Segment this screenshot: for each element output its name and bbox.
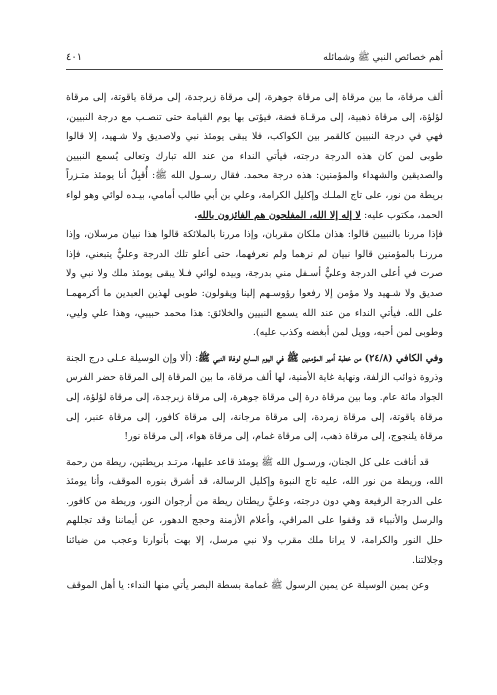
paragraph-p1-segment-2: .	[194, 209, 198, 221]
paragraph-p4-segment-0: قد أنافت على كل الجنان، ورسـول الله ﷺ يومئذ قاعد عليها، مرتـد بريطتين، ريطة من رحمة الله، وريطة من نور الله، عليه تاج النبوة وإكليل الرسالة، قد أشرق بنوره الموقف، وأنا يومئذ على الدرجة الرفيعة وهي دون درجته، وعليَّ ريطتان ريطة من أرجوان النور، وريطة من كافور. والرسل والأنبياء قد وقفوا على المراقي، وأعلام الأزمنة وحجج الدهور، عن أيماننا وقد تجللهم حلل النور والكرامة، لا يرانا ملك مقرب ولا نبي مرسل، إلا بهت بأنوارنا وعجب من ضيائنا وجلالتنا.	[66, 456, 443, 566]
page-body-text	[66, 88, 443, 596]
paragraph-p3-segment-0: وفي الكافي (٢٤/٨) من خطبة أمير المؤمنين ﷺ في اليوم السابع لوفاة النبي ﷺ	[198, 352, 443, 364]
paragraph-p2-segment-0: فإذا مررنا بالنبيين قالوا: هذان ملكان مقربان، وإذا مررنا بالملائكة قالوا هذا نبيان مرسلان، وإذا مررنـا بالمؤمنين قالوا نبيان لم نرهما ولم نعرفهما، حتى أعلو تلك الدرجة وعليٌّ يتبعني، فإذا صرت في أعلى الدرجة وعليٌّ أسـفل مني بدرجة، وبيده لوائي فـلا يبقى يومئذ ملك ولا نبي ولا صديق ولا شـهيد ولا مؤمن إلا رفعوا رؤوسـهم إلينا ويقولون: طوبى لهذين العبدين ما أكرمهمـا على الله. فيأتي النداء من عند الله يسمع النبيين والخلائق: هذا محمد حبيبي، وهذا علي وليي، وطوبى لمن أحبه، وويل لمن أبغضه وكذب عليه).	[66, 229, 443, 339]
paragraph-p5	[66, 576, 443, 596]
paragraph-p5-segment-0: وعن يمين الوسيلة عن يمين الرسول ﷺ غمامة بسطة البصر يأتي منها النداء: يا أهل الموقف	[66, 580, 429, 592]
paragraph-p1-segment-1: لا إله إلا الله، المفلحون هم الفائزون بالله	[197, 209, 361, 221]
running-title: أهم خصائص النبي ﷺ وشمائله	[323, 52, 443, 63]
paragraph-p1	[66, 88, 443, 225]
paragraph-p1-segment-0: ألف مرقاة، ما بين مرقاة إلى مرقاة جوهرة، إلى مرقاة زبرجدة، إلى مرقاة ياقوتة، إلى مرقاة لؤلؤة، إلى مرقاة ذهبية، إلى مرقـاة فضة، فيؤتى بها يوم القيامة حتى تنصـب مع درجة النبيين، فهي في درجة النبيين كالقمر بين الكواكب، فلا يبقى يومئذ نبي ولاصديق ولا شـهيد، إلا قالوا طوبى لمن كان هذه الدرجة درجته، فيأتي النداء من عند الله تبارك وتعالى يُسمع النبيين والصديقين والشهداء والمؤمنين: هذه درجة محمد. فقال رسـول الله ﷺ: أُقبِلُ أنا يومئذ متـزراً بريطة من نور، على تاج الملـك وإكليل الكرامة، وعلي بن أبي طالب أمامي، بيـده لوائي وهو لواء الحمد، مكتوب عليه:	[66, 92, 443, 221]
paragraph-p3-segment-1: : (ألا وإن الوسيلة عـلى درج الجنة وذروة ذوائب الزلفة، ونهاية غاية الأمنية، لها ألف مرقاة، ما بين المرقاة إلى المرقاة حضر الفرس الجواد مائة عام. وما بين مرقاة درة إلى مرقاة جوهرة، إلى مرقاة زبرجدة، إلى مرقاة لؤلؤة، إلى مرقاة ياقوتة، إلى مرقاة زمردة، إلى مرقاة مرجانة، إلى مرقاة كافور، إلى مرقاة عنبر، إلى مرقاة يلنجوج، إلى مرقاة ذهب، إلى مرقاة غمام، إلى مرقاة هواء، إلى مرقاة نور!	[66, 352, 443, 443]
paragraph-p2	[66, 225, 443, 343]
running-header	[66, 50, 443, 66]
paragraph-p4	[66, 453, 443, 571]
paragraph-p3	[66, 349, 443, 447]
page-number: ٤٠١	[66, 52, 83, 63]
header-rule	[66, 69, 443, 70]
